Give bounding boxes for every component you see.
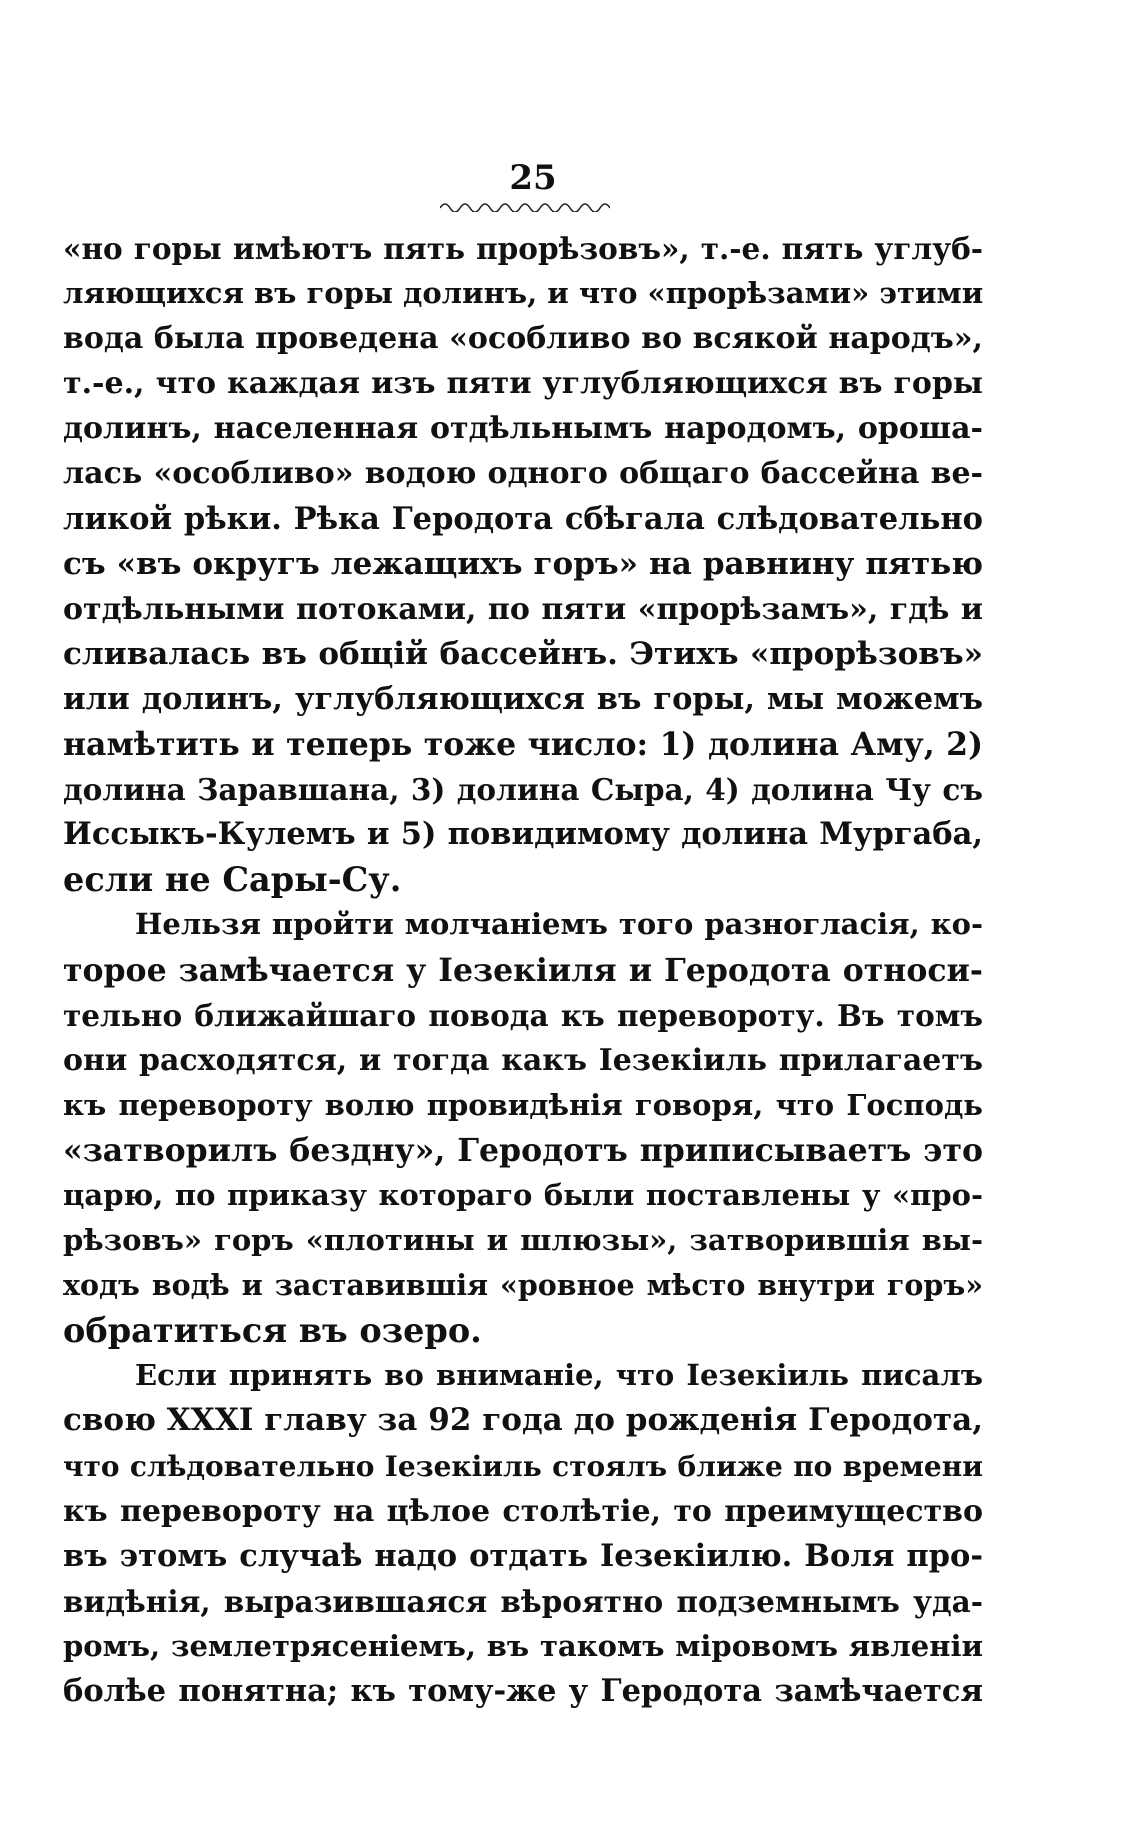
text-line: обратиться въ озеро. [63, 1311, 482, 1351]
text-line: съ «въ округъ лежащихъ горъ» на равнину пятью [63, 545, 983, 582]
text-line: Нельзя пройти молчаніемъ того разногласія, ко- [135, 907, 983, 942]
text-line: видѣнія, выразившаяся вѣроятно подземнымъ уда- [63, 1583, 983, 1619]
text-line: въ этомъ случаѣ надо отдать Іезекіилю. Воля про- [63, 1537, 983, 1574]
text-line: сливалась въ общій бассейнъ. Этихъ «прорѣзовъ» [63, 635, 983, 672]
text-line: долинъ, населенная отдѣльнымъ народомъ, ороша- [63, 411, 983, 447]
text-line: «но горы имѣютъ пять прорѣзовъ», т.-е. пять углуб- [63, 231, 983, 266]
body-text [63, 226, 983, 1714]
text-line: они расходятся, и тогда какъ Іезекіиль прилагаетъ [63, 1042, 983, 1078]
text-line: вода была проведена «особливо во всякой народъ», [63, 321, 983, 357]
text-line: ходъ водѣ и заставившія «ровное мѣсто внутри горъ» [63, 1268, 983, 1303]
text-line: царю, по приказу котораго были поставлены у «про- [63, 1177, 983, 1212]
text-line: или долинъ, углубляющихся въ горы, мы можемъ [63, 680, 983, 717]
text-line: отдѣльными потоками, по пяти «прорѣзамъ», гдѣ и [63, 591, 983, 627]
text-line: ликой рѣки. Рѣка Геродота сбѣгала слѣдовательно [63, 500, 983, 537]
paragraph [63, 902, 983, 1353]
text-line: если не Сары-Су. [63, 860, 402, 900]
page-number: 25 [509, 158, 557, 198]
wavy-ornament [440, 198, 610, 212]
text-line: Иссыкъ-Кулемъ и 5) повидимому долина Мургаба, [63, 816, 983, 853]
text-line: лась «особливо» водою одного общаго бассейна ве- [63, 456, 983, 492]
text-line: рѣзовъ» горъ «плотины и шлюзы», затворившія вы- [63, 1223, 983, 1258]
text-line: къ перевороту на цѣлое столѣтіе, то преимущество [63, 1493, 983, 1529]
text-line: болѣе понятна; къ тому-же у Геродота замѣчается [63, 1673, 983, 1709]
text-line: свою XXXI главу за 92 года до рожденія Геродота, [63, 1402, 983, 1439]
text-line: ромъ, землетрясеніемъ, въ такомъ міровомъ явленіи [63, 1628, 983, 1663]
text-line: «затворилъ бездну», Геродотъ приписываетъ это [63, 1131, 983, 1169]
paragraph [63, 1353, 983, 1714]
text-line: Если принять во вниманіе, что Іезекіиль писалъ [135, 1358, 983, 1393]
text-line: торое замѣчается у Іезекіиля и Геродота относи- [63, 951, 983, 989]
text-line: къ перевороту волю провидѣнія говоря, что Господь [63, 1087, 983, 1122]
text-line: долина Заравшана, 3) долина Сыра, 4) долина Чу съ [63, 772, 983, 808]
paragraph [63, 226, 983, 902]
text-line: тельно ближайшаго повода къ перевороту. Въ томъ [63, 997, 983, 1033]
text-line: что слѣдовательно Іезекіиль стоялъ ближе по времени [63, 1449, 983, 1483]
text-line: ляющихся въ горы долинъ, и что «прорѣзами» этими [63, 276, 984, 311]
text-line: т.-е., что каждая изъ пяти углубляющихся въ горы [63, 366, 983, 402]
text-line: намѣтить и теперь тоже число: 1) долина Аму, 2) [63, 726, 983, 764]
